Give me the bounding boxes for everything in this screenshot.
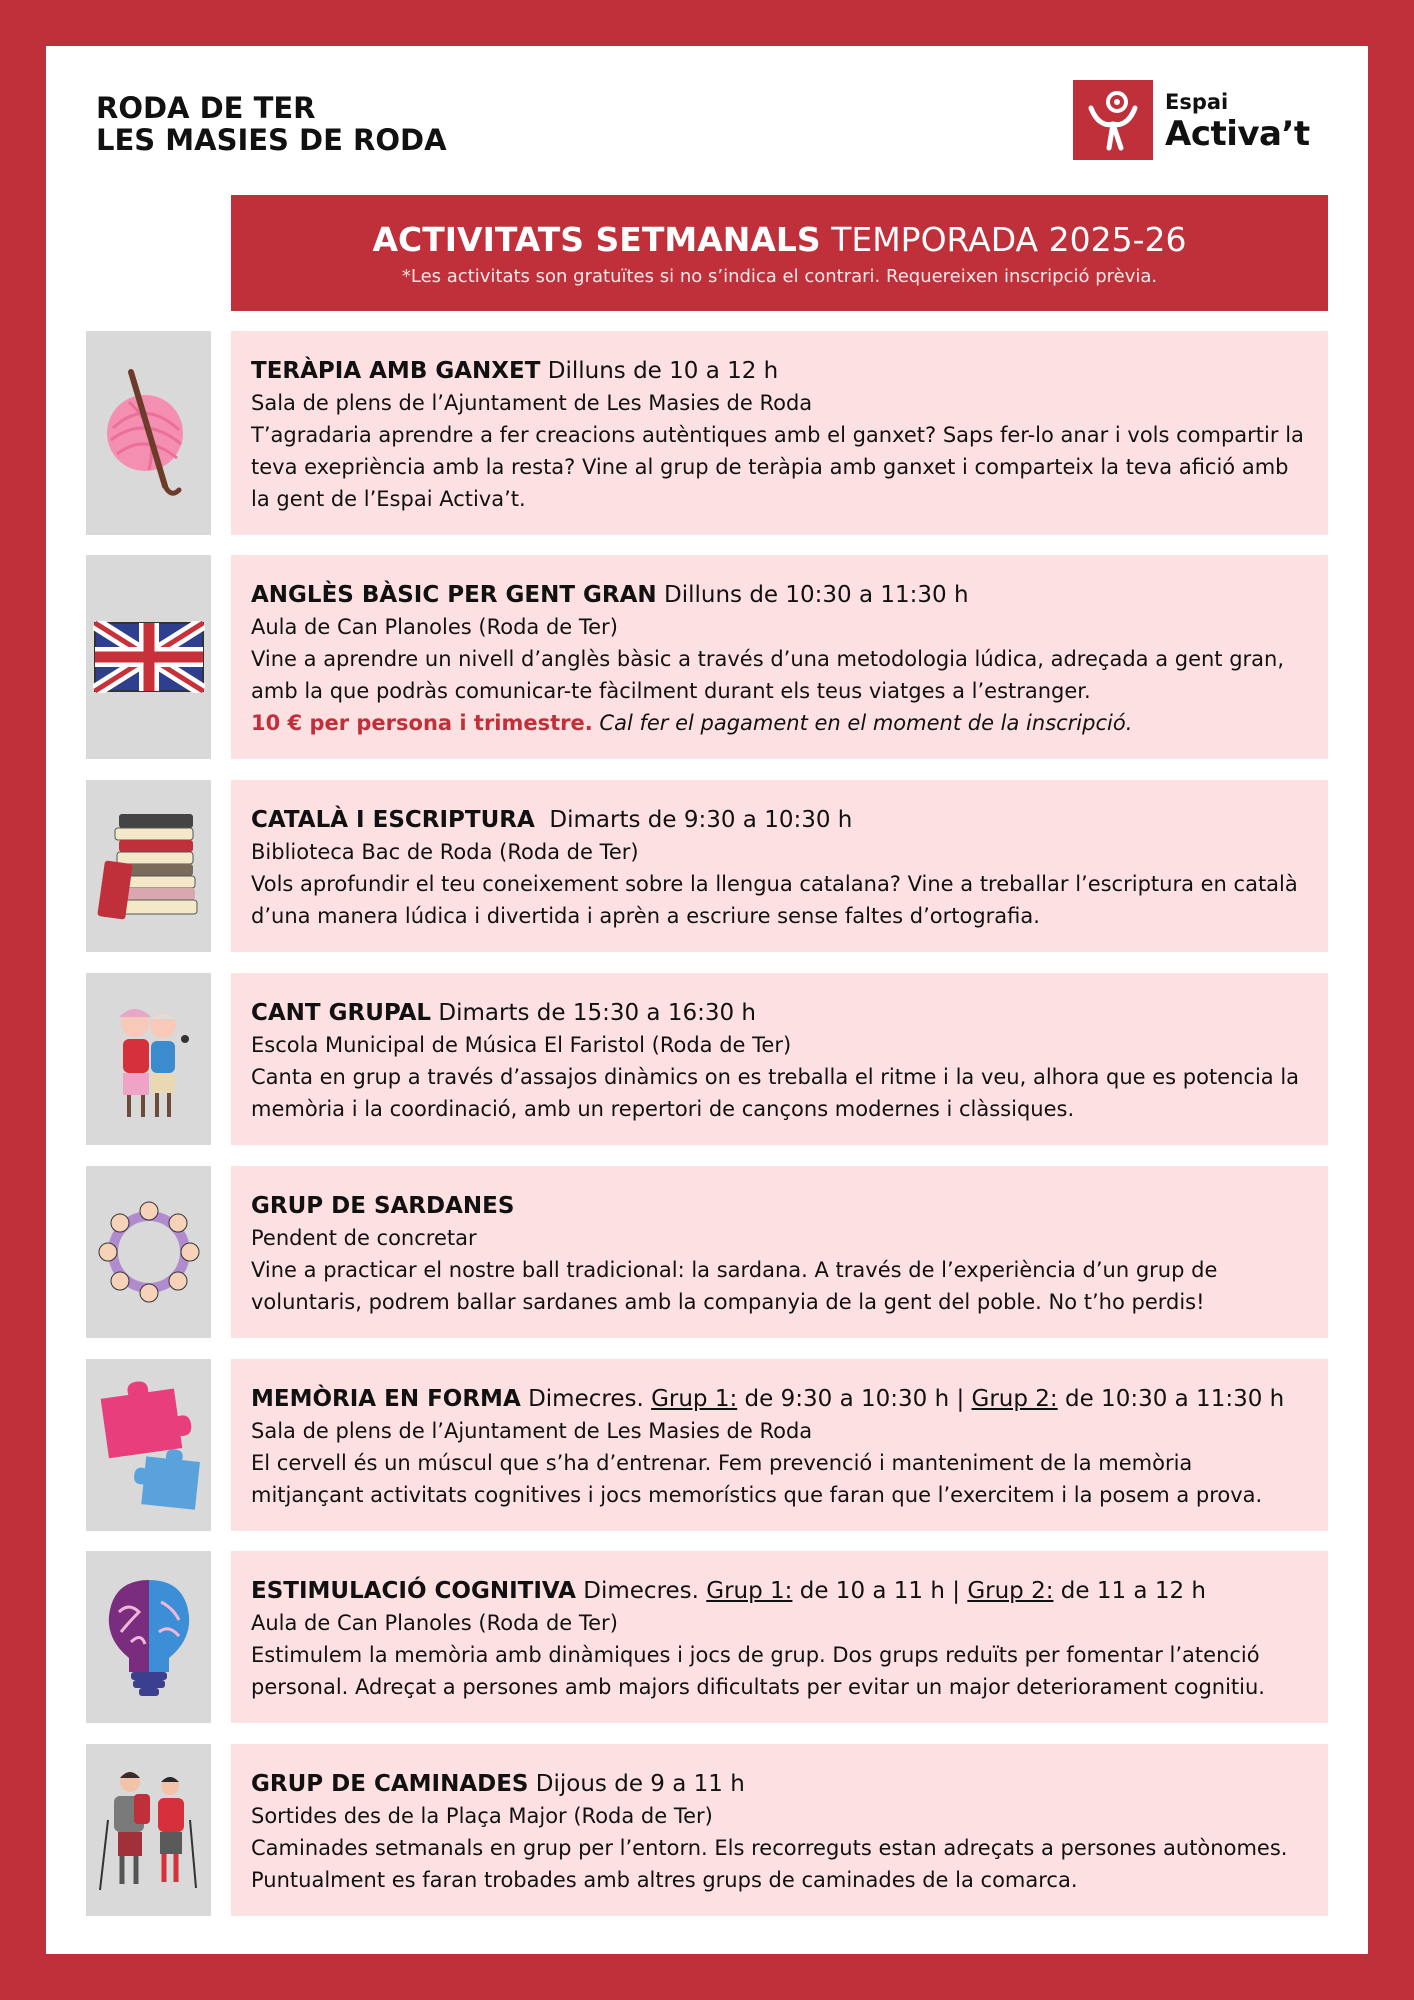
activity-place: Biblioteca Bac de Roda (Roda de Ter) — [251, 840, 639, 864]
activity-card — [231, 1359, 1328, 1531]
activity-place: Aula de Can Planoles (Roda de Ter) — [251, 1611, 618, 1635]
activity-price-note: Cal fer el pagament en el moment de la inscripció. — [599, 711, 1133, 735]
activity-schedule: Dilluns de 10:30 a 11:30 h — [663, 582, 969, 608]
activity-place: Sala de plens de l’Ajuntament de Les Masies de Roda — [251, 391, 813, 415]
activity-description: Vols aprofundir el teu coneixement sobre la llengua catalana? Vine a treballar l’escriptura en català d’una manera lúdica i divertida i aprèn a escriure sense faltes d’ortografia. — [251, 872, 1298, 928]
activity-schedule: Dimarts de 9:30 a 10:30 h — [549, 807, 853, 833]
activity-card — [231, 1744, 1328, 1916]
town-line-1: RODA DE TER — [96, 91, 316, 125]
title-banner — [231, 195, 1328, 311]
banner-title-season: TEMPORADA 2025-26 — [831, 220, 1187, 259]
logo-figure-icon — [1073, 80, 1153, 160]
books-stack-icon — [86, 780, 211, 952]
activity-schedule-prefix: Dimecres. — [528, 1386, 644, 1412]
activity-description: Vine a practicar el nostre ball tradicional: la sardana. A través de l’experiència d’un grup de voluntaris, podrem ballar sardanes amb la companyia de la gent del poble. No t’ho perdis! — [251, 1258, 1218, 1314]
activity-card — [231, 331, 1328, 535]
activity-card — [231, 780, 1328, 952]
activity-price: 10 € per persona i trimestre. — [251, 711, 593, 735]
town-line-2: LES MASIES DE RODA — [96, 123, 447, 157]
town-names — [96, 92, 447, 156]
activity-place: Sala de plens de l’Ajuntament de Les Masies de Roda — [251, 1419, 813, 1443]
activity-place: Escola Municipal de Música El Faristol (Roda de Ter) — [251, 1033, 792, 1057]
group-separator: | — [952, 1578, 961, 1604]
activity-description: Estimulem la memòria amb dinàmiques i jocs de grup. Dos grups reduïts per fomentar l’atenció personal. Adreçat a persones amb majors dificultats per evitar un major deteriorament cognitiu. — [251, 1643, 1265, 1699]
crochet-yarn-icon — [86, 331, 211, 535]
activity-name: CATALÀ I ESCRIPTURA — [251, 807, 535, 833]
activity-description: Vine a aprendre un nivell d’anglès bàsic a través d’una metodologia lúdica, adreçada a gent gran, amb la que podràs comunicar-te fàcilment durant els teus viatges a l’estranger. — [251, 647, 1285, 703]
activity-name: ANGLÈS BÀSIC PER GENT GRAN — [251, 582, 657, 608]
activity-description: T’agradaria aprendre a fer creacions autèntiques amb el ganxet? Saps fer-lo anar i vols compartir la teva exepriència amb la resta? Vine al grup de teràpia amb ganxet i comparteix la teva afició amb la gent de l’Espai Activa’t. — [251, 423, 1304, 511]
group2-time: de 10:30 a 11:30 h — [1065, 1386, 1285, 1412]
group1-time: de 10 a 11 h — [799, 1578, 945, 1604]
activity-place: Sortides des de la Plaça Major (Roda de Ter) — [251, 1804, 713, 1828]
activity-description: El cervell és un múscul que s’ha d’entrenar. Fem prevenció i manteniment de la memòria mitjançant activitats cognitives i jocs memorístics que faran que l’exercitem i la posem a prova. — [251, 1451, 1263, 1507]
brain-bulb-icon — [86, 1551, 211, 1723]
hikers-icon — [86, 1744, 211, 1916]
banner-title — [231, 220, 1328, 260]
activity-card — [231, 1166, 1328, 1338]
activity-description: Canta en grup a través d’assajos dinàmics on es treballa el ritme i la veu, alhora que es potencia la memòria i la coordinació, amb un repertori de cançons modernes i clàssiques. — [251, 1065, 1300, 1121]
dance-circle-icon — [86, 1166, 211, 1338]
logo-big-text: Activa’t — [1165, 114, 1310, 154]
banner-title-bold: ACTIVITATS SETMANALS — [372, 220, 821, 259]
group2-time: de 11 a 12 h — [1060, 1578, 1206, 1604]
activity-card — [231, 555, 1328, 759]
group2-label: Grup 2: — [971, 1386, 1058, 1412]
activity-card — [231, 973, 1328, 1145]
activity-card — [231, 1551, 1328, 1723]
activity-schedule: Dijous de 9 a 11 h — [535, 1771, 745, 1797]
activity-place: Pendent de concretar — [251, 1226, 477, 1250]
activity-schedule: Dilluns de 10 a 12 h — [547, 358, 779, 384]
activity-schedule-prefix: Dimecres. — [583, 1578, 699, 1604]
group1-time: de 9:30 a 10:30 h — [744, 1386, 950, 1412]
group1-label: Grup 1: — [706, 1578, 793, 1604]
activity-description: Caminades setmanals en grup per l’entorn. Els recorreguts estan adreçats a persones autònomes. Puntualment es faran trobades amb altres grups de caminades de la comarca. — [251, 1836, 1288, 1892]
group2-label: Grup 2: — [967, 1578, 1054, 1604]
puzzle-pieces-icon — [86, 1359, 211, 1531]
uk-flag-icon — [86, 555, 211, 759]
activity-name: CANT GRUPAL — [251, 1000, 432, 1026]
group-separator: | — [956, 1386, 965, 1412]
espai-activat-logo — [1073, 80, 1323, 160]
singing-seniors-icon — [86, 973, 211, 1145]
group1-label: Grup 1: — [651, 1386, 738, 1412]
activity-name: MEMÒRIA EN FORMA — [251, 1386, 521, 1412]
logo-small-text: Espai — [1165, 90, 1229, 114]
activity-schedule: Dimarts de 15:30 a 16:30 h — [438, 1000, 757, 1026]
activity-name: GRUP DE CAMINADES — [251, 1771, 529, 1797]
activity-name: TERÀPIA AMB GANXET — [251, 358, 541, 384]
activity-name: ESTIMULACIÓ COGNITIVA — [251, 1578, 576, 1604]
poster-page — [46, 46, 1368, 1954]
activity-name: GRUP DE SARDANES — [251, 1193, 515, 1219]
activity-place: Aula de Can Planoles (Roda de Ter) — [251, 615, 618, 639]
banner-note: *Les activitats son gratuïtes si no s’indica el contrari. Requereixen inscripció prèvia. — [401, 266, 1158, 287]
